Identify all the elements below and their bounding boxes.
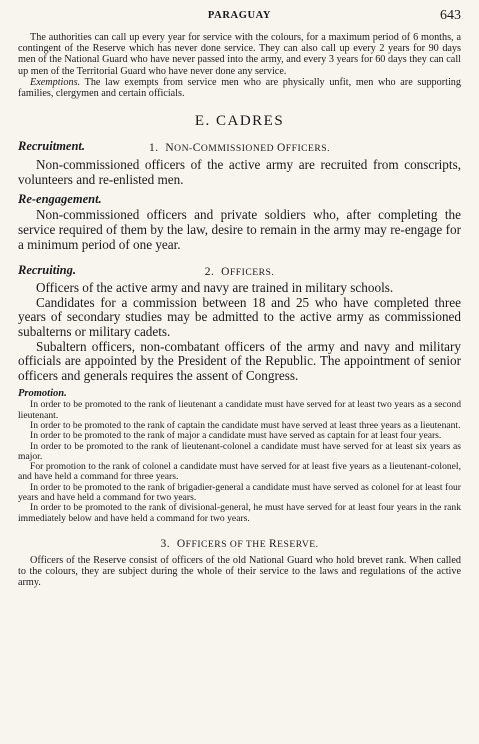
section-title: E. CADRES xyxy=(194,113,285,130)
nco-heading-sc1: ON- xyxy=(174,143,193,155)
promotion-paragraph-2: In order to be promoted to the rank of captain the candidate must have served at least three years as a lieutenant. xyxy=(30,419,461,431)
promotion-label: Promotion. xyxy=(18,388,67,400)
nco-heading-row xyxy=(18,138,461,155)
promotion-paragraph-4: In order to be promoted to the rank of lieutenant-colonel a candidate must have served for at least six years as major. xyxy=(18,440,461,462)
recruitment-label: Recruitment. xyxy=(18,139,86,154)
officers-heading-sc: FFICERS. xyxy=(229,267,275,279)
nco-block xyxy=(18,158,461,187)
promotion-paragraph-6: In order to be promoted to the rank of brigadier-general a candidate must have served as colonel for at least four years and have held a command for two years. xyxy=(18,481,461,504)
reserve-heading-row xyxy=(18,534,461,551)
reserve-heading-cap2: R xyxy=(268,537,278,550)
nco-heading-sc3: FFICERS. xyxy=(285,143,331,155)
officers-heading-row xyxy=(18,262,461,279)
exemptions-label: Exemptions. xyxy=(30,76,81,88)
intro-paragraph: The authorities can call up every year for service with the colours, for a maximum period of 6 months, a contingent of the Reserve which has never done service. They can also call up every 2 years for 90 days men of the National Guard who have never passed into the army, and every 3 years for 60 days they can call up men of the Territorial Guard who have never done any service. xyxy=(18,32,461,77)
exemptions-paragraph xyxy=(18,77,461,99)
promotion-paragraph-7: In order to be promoted to the rank of divisional-general, he must have served for at least four years in the rank immediately below and have held a command for two years. xyxy=(18,502,461,524)
promotion-paragraph-3: In order to be promoted to the rank of major a candidate must have served as captain for at least four years. xyxy=(30,430,442,442)
officers-paragraph-3: Subaltern officers, non-combatant officers of the army and navy and military officials are appointed by the President of the Republic. The appointment of senior officers and generals requires the assent of Congress. xyxy=(18,338,461,383)
reengagement-paragraph: Non-commissioned officers and private soldiers who, after completing the service required of them by the law, desire to remain in the army may re-engage for a minimum period of one year. xyxy=(18,207,461,252)
nco-heading-cap1: N xyxy=(165,142,175,155)
recruiting-label: Recruiting. xyxy=(18,263,76,278)
officers-paragraph-2: Candidates for a commission between 18 and 25 who have completed three years of secondary studies may be admitted to the active army as commissioned subalterns or military cadets. xyxy=(18,294,461,339)
nco-heading-number: 1. xyxy=(148,142,159,155)
officers-heading-cap: O xyxy=(221,266,230,279)
officers-heading-number: 2. xyxy=(204,266,215,279)
reengagement-block xyxy=(18,208,461,252)
reserve-block xyxy=(18,555,461,589)
officers-block xyxy=(18,281,461,383)
promotion-block xyxy=(18,400,461,524)
promotion-paragraph-1: In order to be promoted to the rank of lieutenant a candidate must have served for at least two years as a second lieutenant. xyxy=(18,399,461,421)
reserve-heading-sc2: ESERVE. xyxy=(277,538,319,550)
nco-heading xyxy=(18,142,461,154)
page-number: 643 xyxy=(440,8,461,23)
intro-block xyxy=(18,32,461,99)
reserve-heading xyxy=(18,538,461,550)
nco-heading-cap2: C xyxy=(192,142,201,155)
running-head: PARAGUAY xyxy=(207,10,272,21)
promotion-paragraph-5: For promotion to the rank of colonel a candidate must have served for at least five years as a lieutenant-colonel, and have held a command for three years. xyxy=(18,461,461,483)
nco-heading-cap3: O xyxy=(276,142,286,155)
reserve-heading-cap1: O xyxy=(176,537,186,550)
reserve-heading-number: 3. xyxy=(160,537,171,550)
reserve-paragraph: Officers of the Reserve consist of officers of the old National Guard who hold brevet rank. When called to the colours, they are subject during the whole of their service to the laws and regulations of the active army. xyxy=(18,554,461,589)
reengagement-label: Re-engagement. xyxy=(18,192,102,207)
nco-heading-sc2: OMMISSIONED xyxy=(200,143,277,155)
page-header xyxy=(18,6,461,24)
officers-paragraph-1: Officers of the active army and navy are trained in military schools. xyxy=(36,280,394,296)
officers-heading xyxy=(18,266,461,278)
nco-paragraph: Non-commissioned officers of the active army are recruited from conscripts, volunteers and re-enlisted men. xyxy=(18,157,461,187)
reserve-heading-sc1: FFICERS OF THE xyxy=(185,538,269,550)
exemptions-text: The law exempts from service men who are physically unfit, men who are supporting families, clergymen and certain officials. xyxy=(18,76,461,100)
